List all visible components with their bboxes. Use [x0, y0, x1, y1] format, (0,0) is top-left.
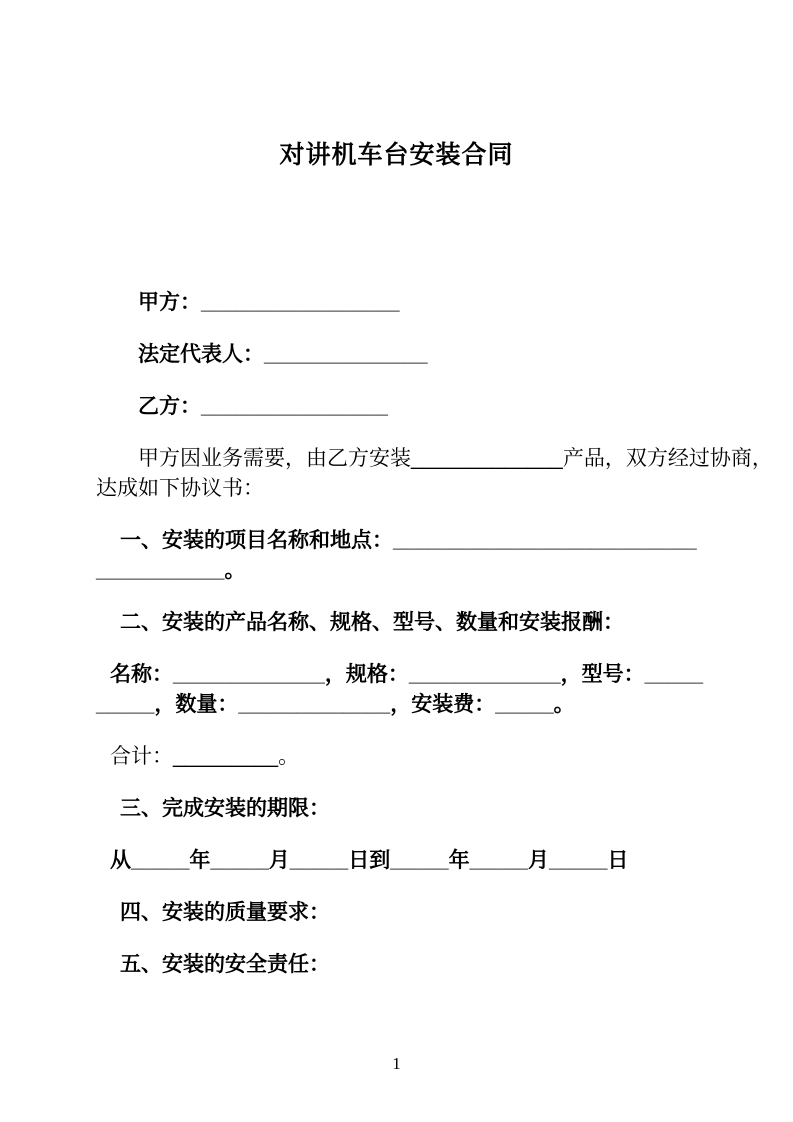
- party-a-line: 甲方：_________________: [138, 291, 400, 314]
- product-details-line-2: _____，数量：_____________，安装费：_____。: [96, 693, 575, 716]
- party-b-line: 乙方：________________: [138, 395, 388, 418]
- section-1-heading: 一、安装的项目名称和地点：__________________________: [120, 529, 697, 552]
- section-3-heading: 三、完成安装的期限：: [120, 797, 330, 820]
- section-4-heading: 四、安装的质量要求：: [120, 901, 330, 924]
- section-2-heading: 二、安装的产品名称、规格、型号、数量和安装报酬：: [120, 611, 624, 634]
- section-1-continuation: ___________。: [96, 559, 246, 582]
- product-details-line-1: 名称：_____________，规格：_____________，型号：_____: [110, 663, 704, 686]
- total-line: 合计：_________。: [110, 745, 300, 768]
- legal-representative-line: 法定代表人：______________: [138, 343, 428, 366]
- page-number: 1: [392, 1054, 401, 1073]
- preamble-line-1: 甲方因业务需要，由乙方安装_____________产品，双方经过协商，: [138, 447, 773, 470]
- preamble-line-2: 达成如下协议书：: [96, 477, 264, 500]
- document-title: 对讲机车台安装合同: [279, 141, 514, 169]
- section-5-heading: 五、安装的安全责任：: [120, 953, 330, 976]
- installation-period-line: 从_____年_____月_____日到_____年_____月_____日: [110, 849, 629, 872]
